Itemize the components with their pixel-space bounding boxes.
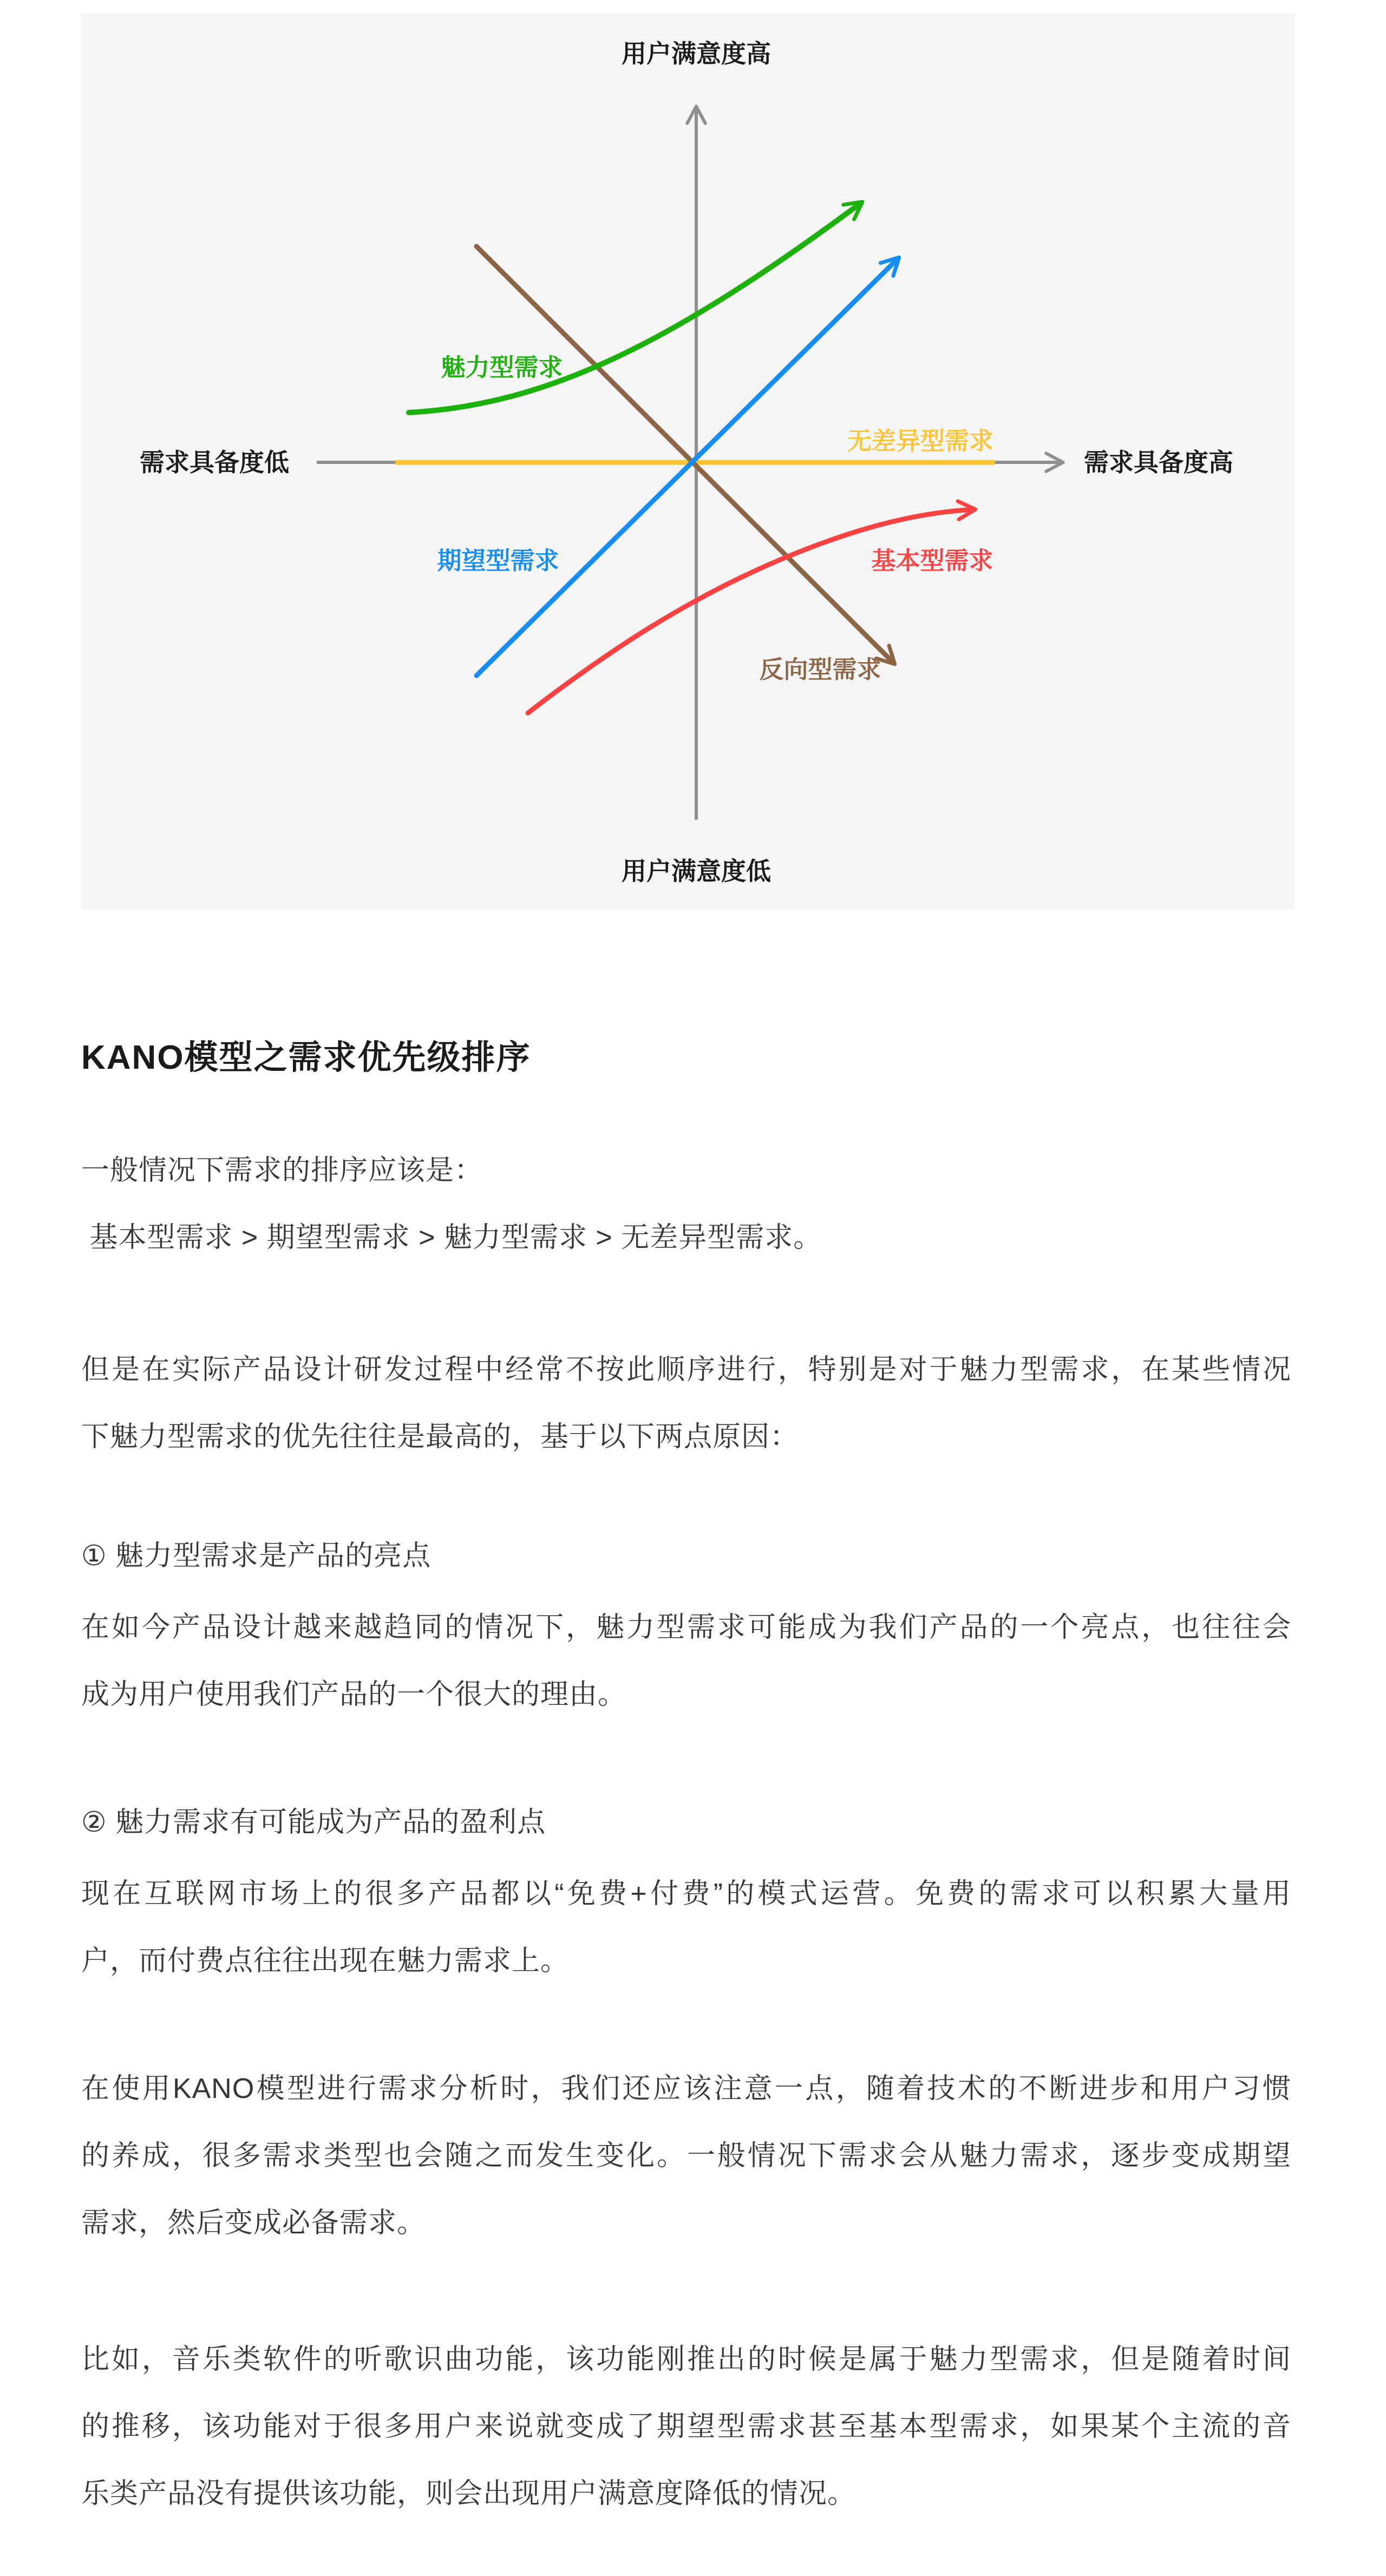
paragraph-line: 下魅力型需求的优先往往是最高的，基于以下两点原因： <box>81 1421 799 1453</box>
paragraph <box>81 2326 1291 2527</box>
paragraph-line: 的推移，该功能对于很多用户来说就变成了期望型需求甚至基本型需求，如果某个主流的音 <box>81 2411 1291 2442</box>
paragraph-line: 户，而付费点往往出现在魅力需求上。 <box>81 1945 570 1977</box>
paragraph <box>81 1594 1291 1728</box>
paragraph-line: 比如，音乐类软件的听歌识曲功能，该功能刚推出的时候是属于魅力型需求，但是随着时间 <box>81 2344 1291 2375</box>
article-body <box>81 1035 1291 2527</box>
indifferent-needs-label: 无差异型需求 <box>847 427 994 455</box>
axis-caption-satisfaction-high: 用户满意度高 <box>622 40 771 68</box>
paragraph-line: 的养成，很多需求类型也会随之而发生变化。一般情况下需求会从魅力需求，逐步变成期望 <box>81 2140 1291 2172</box>
paragraph-line: 成为用户使用我们产品的一个很大的理由。 <box>81 1679 627 1710</box>
subheading-reason-1 <box>81 1522 1291 1590</box>
kano-model-figure <box>81 13 1295 910</box>
paragraph-line: 一般情况下需求的排序应该是： <box>81 1155 483 1186</box>
page <box>0 13 1386 2576</box>
paragraph <box>81 1336 1291 1470</box>
page-title: KANO模型之需求优先级排序 <box>81 1039 531 1076</box>
attractive-needs-label: 魅力型需求 <box>441 354 563 381</box>
axis-caption-satisfaction-low: 用户满意度低 <box>622 857 771 885</box>
paragraph-line: 基本型需求 > 期望型需求 > 魅力型需求 > 无差异型需求。 <box>81 1222 822 1253</box>
paragraph <box>81 1137 1291 1271</box>
paragraph-line: 现在互联网市场上的很多产品都以“免费+付费”的模式运营。免费的需求可以积累大量用 <box>81 1878 1291 1910</box>
subheading-line: ② 魅力需求有可能成为产品的盈利点 <box>81 1807 546 1838</box>
expected-needs-label: 期望型需求 <box>437 547 559 574</box>
paragraph-line: 但是在实际产品设计研发过程中经常不按此顺序进行，特别是对于魅力型需求，在某些情况 <box>81 1354 1291 1385</box>
paragraph <box>81 2055 1291 2257</box>
axis-caption-availability-low: 需求具备度低 <box>140 448 289 476</box>
basic-needs-label: 基本型需求 <box>871 547 993 574</box>
subheading-reason-2 <box>81 1789 1291 1856</box>
paragraph-line: 在如今产品设计越来越趋同的情况下，魅力型需求可能成为我们产品的一个亮点，也往往会 <box>81 1612 1291 1643</box>
subheading-line: ① 魅力型需求是产品的亮点 <box>81 1540 432 1572</box>
reverse-needs-label: 反向型需求 <box>759 656 881 683</box>
paragraph-line: 乐类产品没有提供该功能，则会出现用户满意度降低的情况。 <box>81 2478 857 2509</box>
axis-caption-availability-high: 需求具备度高 <box>1084 448 1233 476</box>
paragraph-line: 需求，然后变成必备需求。 <box>81 2207 426 2239</box>
paragraph-line: 在使用KANO模型进行需求分析时，我们还应该注意一点，随着技术的不断进步和用户习惯 <box>81 2073 1291 2104</box>
paragraph <box>81 1860 1291 1995</box>
